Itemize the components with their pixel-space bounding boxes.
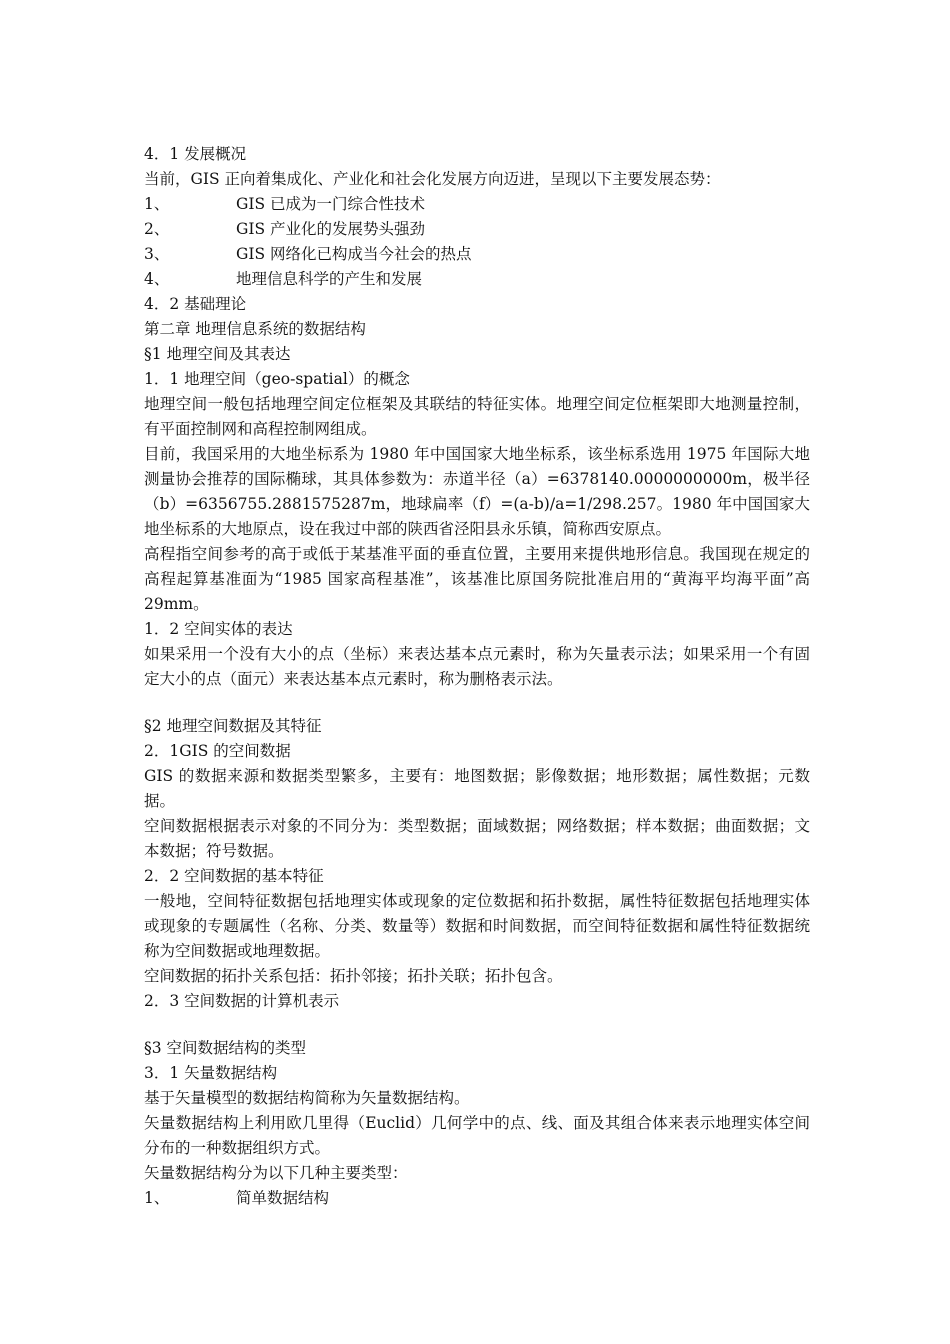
section-heading-s2: §2 地理空间数据及其特征 <box>144 717 322 735</box>
list-item <box>144 192 810 217</box>
paragraph-sources: GIS 的数据来源和数据类型繁多，主要有：地图数据；影像数据；地形数据；属性数据；元数据。 <box>144 767 810 810</box>
paragraph-vector-3: 矢量数据结构分为以下几种主要类型： <box>144 1164 408 1182</box>
paragraph-topology: 空间数据的拓扑关系包括：拓扑邻接；拓扑关联；拓扑包含。 <box>144 967 563 985</box>
paragraph-types: 空间数据根据表示对象的不同分为：类型数据；面域数据；网络数据；样本数据；曲面数据；文本数据；符号数据。 <box>144 817 810 860</box>
list-item-number: 3、 <box>144 245 170 263</box>
blank-line <box>144 1014 810 1036</box>
section-heading-3-1: 3．1 矢量数据结构 <box>144 1064 278 1082</box>
list-item-text: 简单数据结构 <box>236 1189 330 1207</box>
list-item-number: 4、 <box>144 270 170 288</box>
list-item-text: GIS 已成为一门综合性技术 <box>236 195 426 213</box>
list-item-number: 1、 <box>144 1189 170 1207</box>
paragraph-entity: 如果采用一个没有大小的点（坐标）来表达基本点元素时，称为矢量表示法；如果采用一个有固定大小的点（面元）来表达基本点元素时，称为删格表示法。 <box>144 645 810 688</box>
list-item-text: GIS 产业化的发展势头强劲 <box>236 220 426 238</box>
section-heading-2-1: 2．1GIS 的空间数据 <box>144 742 291 760</box>
list-item-number: 1、 <box>144 195 170 213</box>
section-heading-1-2: 1．2 空间实体的表达 <box>144 620 293 638</box>
section-heading-s1: §1 地理空间及其表达 <box>144 345 291 363</box>
section-heading-4-2: 4．2 基础理论 <box>144 295 247 313</box>
paragraph-features: 一般地，空间特征数据包括地理实体或现象的定位数据和拓扑数据，属性特征数据包括地理实体或现象的专题属性（名称、分类、数量等）数据和时间数据，而空间特征数据和属性特征数据统称为空间数据或地理数据。 <box>144 892 810 960</box>
list-item <box>144 267 810 292</box>
section-heading-2-3: 2．3 空间数据的计算机表示 <box>144 992 340 1010</box>
paragraph-vector-2: 矢量数据结构上利用欧几里得（Euclid）几何学中的点、线、面及其组合体来表示地理实体空间分布的一种数据组织方式。 <box>144 1114 810 1157</box>
paragraph-coordinate-system: 目前，我国采用的大地坐标系为 1980 年中国国家大地坐标系，该坐标系选用 1975 年国际大地测量协会推荐的国际椭球，其具体参数为：赤道半径（a）=6378140.0000000000m，极半径（b）=6356755.2881575287m，地球扁率（f）=(a-b)/a=1/298.257。1980 年中国国家大地坐标系的大地原点，设在我过中部的陕西省泾阳县永乐镇，简称西安原点。 <box>144 445 810 538</box>
list-item <box>144 217 810 242</box>
list-item-text: GIS 网络化已构成当今社会的热点 <box>236 245 472 263</box>
list-item-number: 2、 <box>144 220 170 238</box>
section-heading-4-1: 4．1 发展概况 <box>144 145 247 163</box>
section-heading-2-2: 2．2 空间数据的基本特征 <box>144 867 324 885</box>
list-item <box>144 242 810 267</box>
list-item-text: 地理信息科学的产生和发展 <box>236 270 423 288</box>
paragraph-height-datum: 高程指空间参考的高于或低于某基准平面的垂直位置，主要用来提供地形信息。我国现在规定的高程起算基准面为“1985 国家高程基准”，该基准比原国务院批准启用的“黄海平均海平面”高 29mm。 <box>144 545 810 613</box>
section-heading-s3: §3 空间数据结构的类型 <box>144 1039 307 1057</box>
blank-line <box>144 692 810 714</box>
paragraph-space: 地理空间一般包括地理空间定位框架及其联结的特征实体。地理空间定位框架即大地测量控制，有平面控制网和高程控制网组成。 <box>144 395 810 438</box>
chapter-heading: 第二章 地理信息系统的数据结构 <box>144 320 366 338</box>
paragraph-trend: 当前，GIS 正向着集成化、产业化和社会化发展方向迈进，呈现以下主要发展态势： <box>144 170 721 188</box>
section-heading-1-1: 1．1 地理空间（geo-spatial）的概念 <box>144 370 410 388</box>
list-item <box>144 1186 810 1211</box>
paragraph-vector-1: 基于矢量模型的数据结构简称为矢量数据结构。 <box>144 1089 470 1107</box>
